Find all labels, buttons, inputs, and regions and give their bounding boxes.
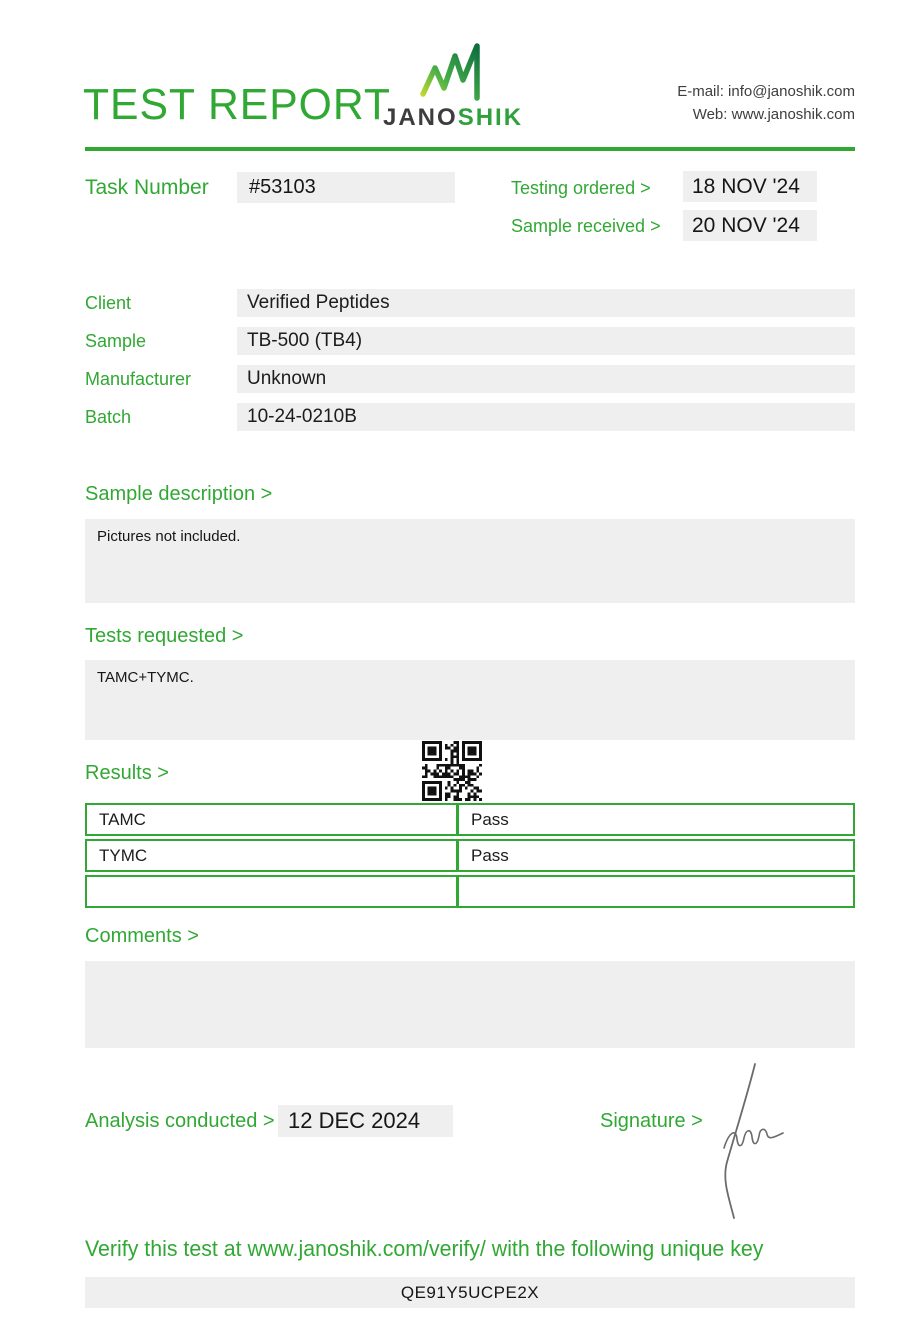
batch-value: 10-24-0210B bbox=[237, 403, 855, 431]
sample-value: TB-500 (TB4) bbox=[237, 327, 855, 355]
client-value: Verified Peptides bbox=[237, 289, 855, 317]
sample-received-date: 20 NOV '24 bbox=[683, 210, 817, 241]
result-value: Pass bbox=[456, 805, 853, 834]
contact-email-line bbox=[677, 80, 855, 103]
task-number-value: #53103 bbox=[237, 172, 455, 203]
batch-label: Batch bbox=[85, 406, 132, 427]
unique-key-value: QE91Y5UCPE2X bbox=[85, 1277, 855, 1308]
result-test-name: TYMC bbox=[99, 845, 148, 865]
logo-shik: SHIK bbox=[457, 104, 524, 131]
table-row bbox=[85, 803, 855, 836]
janoshik-logo bbox=[383, 42, 523, 132]
comments-heading: Comments > bbox=[85, 925, 199, 947]
web-link[interactable]: www.janoshik.com bbox=[731, 106, 855, 124]
sample-label: Sample bbox=[85, 330, 147, 351]
logo-jano: JANO bbox=[383, 104, 458, 131]
testing-ordered-label: Testing ordered > bbox=[511, 178, 651, 198]
table-row bbox=[85, 839, 855, 872]
results-table bbox=[85, 803, 855, 911]
signature-label: Signature > bbox=[600, 1110, 703, 1132]
testing-ordered-date: 18 NOV '24 bbox=[683, 171, 817, 202]
table-row bbox=[85, 875, 855, 908]
page-title: TEST REPORT bbox=[83, 80, 391, 129]
analysis-conducted-label: Analysis conducted > bbox=[85, 1110, 275, 1132]
tests-requested-text: TAMC+TYMC. bbox=[85, 660, 855, 740]
contact-web-line bbox=[677, 103, 855, 126]
manufacturer-label: Manufacturer bbox=[85, 368, 192, 389]
result-test-name bbox=[87, 877, 456, 906]
field-row-manufacturer bbox=[85, 365, 855, 393]
qr-code bbox=[422, 741, 482, 801]
header-divider bbox=[85, 147, 855, 151]
task-number-label: Task Number bbox=[85, 176, 209, 199]
result-test-name: TAMC bbox=[99, 809, 146, 829]
logo-chart-icon bbox=[407, 42, 499, 102]
results-heading: Results > bbox=[85, 762, 169, 784]
sample-info-fields bbox=[85, 289, 855, 441]
comments-text bbox=[85, 961, 855, 1048]
sample-description-heading: Sample description > bbox=[85, 483, 273, 505]
result-value bbox=[456, 877, 853, 906]
field-row-batch bbox=[85, 403, 855, 431]
verify-instruction: Verify this test at www.janoshik.com/verify/ with the following unique key bbox=[85, 1236, 764, 1261]
field-row-client bbox=[85, 289, 855, 317]
field-row-sample bbox=[85, 327, 855, 355]
client-label: Client bbox=[85, 292, 132, 313]
sample-description-text: Pictures not included. bbox=[85, 519, 855, 603]
logo-wordmark bbox=[383, 104, 523, 132]
manufacturer-value: Unknown bbox=[237, 365, 855, 393]
analysis-date: 12 DEC 2024 bbox=[278, 1105, 453, 1137]
contact-block bbox=[677, 80, 855, 127]
email-link[interactable]: info@janoshik.com bbox=[728, 83, 855, 100]
web-label: Web: bbox=[692, 106, 728, 124]
tests-requested-heading: Tests requested > bbox=[85, 625, 244, 647]
sample-received-label: Sample received > bbox=[511, 216, 661, 236]
email-label: E-mail: bbox=[677, 83, 724, 100]
signature-image bbox=[693, 1052, 823, 1224]
result-value: Pass bbox=[456, 841, 853, 870]
